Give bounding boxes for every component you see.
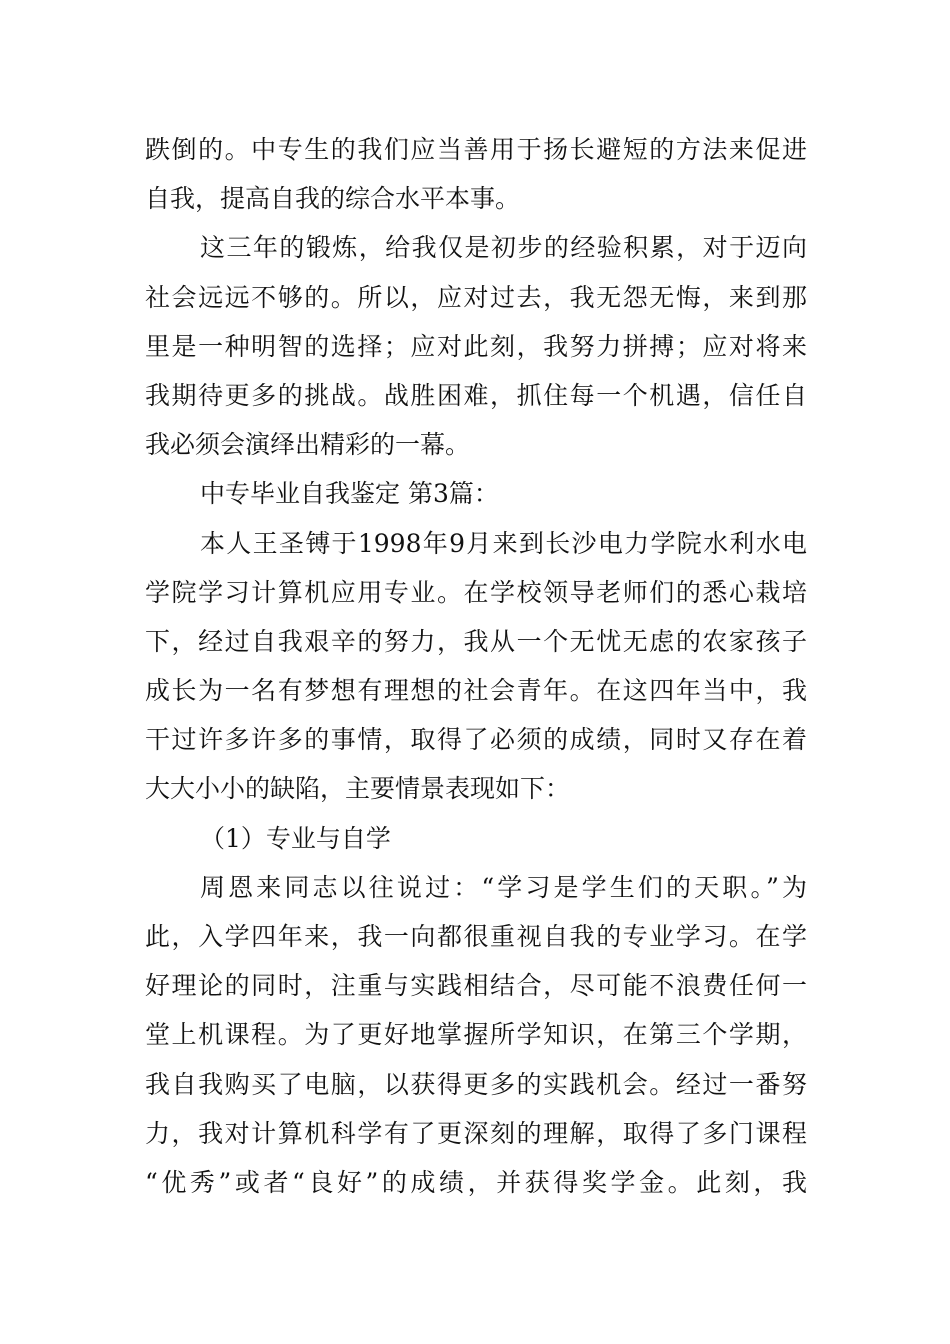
text-line-18: 好理论的同时，注重与实践相结合，尽可能不浪费任何一 [145, 971, 807, 1001]
text-line-4: 社会远远不够的。所以，应对过去，我无怨无悔，来到那 [145, 282, 807, 312]
text-line-3: 这三年的锻炼，给我仅是初步的经验积累，对于迈向 [200, 233, 807, 263]
text-line-12: 成长为一名有梦想有理想的社会青年。在这四年当中，我 [145, 676, 807, 706]
text-line-9: 本人王圣镈于1998年9月来到长沙电力学院水利水电 [200, 528, 807, 558]
text-line-7: 我必须会演绎出精彩的一幕。 [145, 430, 471, 460]
text-line-21: 力，我对计算机科学有了更深刻的理解，取得了多门课程 [145, 1118, 807, 1148]
text-line-22: “优秀”或者“良好”的成绩，并获得奖学金。此刻，我 [145, 1167, 807, 1197]
text-line-11: 下，经过自我艰辛的努力，我从一个无忧无虑的农家孩子 [145, 626, 807, 656]
text-line-19: 堂上机课程。为了更好地掌握所学知识，在第三个学期， [145, 1020, 807, 1050]
subsection-heading: （1）专业与自学 [200, 823, 391, 853]
text-line-1: 跌倒的。中专生的我们应当善用于扬长避短的方法来促进 [145, 135, 807, 164]
text-line-10: 学院学习计算机应用专业。在学校领导老师们的悉心栽培 [145, 577, 807, 607]
text-line-20: 我自我购买了电脑，以获得更多的实践机会。经过一番努 [145, 1069, 807, 1099]
text-line-17: 此，入学四年来，我一向都很重视自我的专业学习。在学 [145, 922, 807, 951]
document-body [145, 125, 807, 1207]
text-line-13: 干过许多许多的事情，取得了必须的成绩，同时又存在着 [145, 725, 807, 755]
text-line-14: 大大小小的缺陷，主要情景表现如下： [145, 774, 571, 804]
text-line-2: 自我，提高自我的综合水平本事。 [145, 184, 521, 214]
text-line-6: 我期待更多的挑战。战胜困难，抓住每一个机遇，信任自 [145, 380, 807, 410]
text-line-16: 周恩来同志以往说过：“学习是学生们的天职。”为 [200, 872, 807, 902]
text-line-5: 里是一种明智的选择；应对此刻，我努力拼搏；应对将来 [145, 331, 807, 361]
section-heading: 中专毕业自我鉴定 第3篇： [200, 479, 499, 509]
